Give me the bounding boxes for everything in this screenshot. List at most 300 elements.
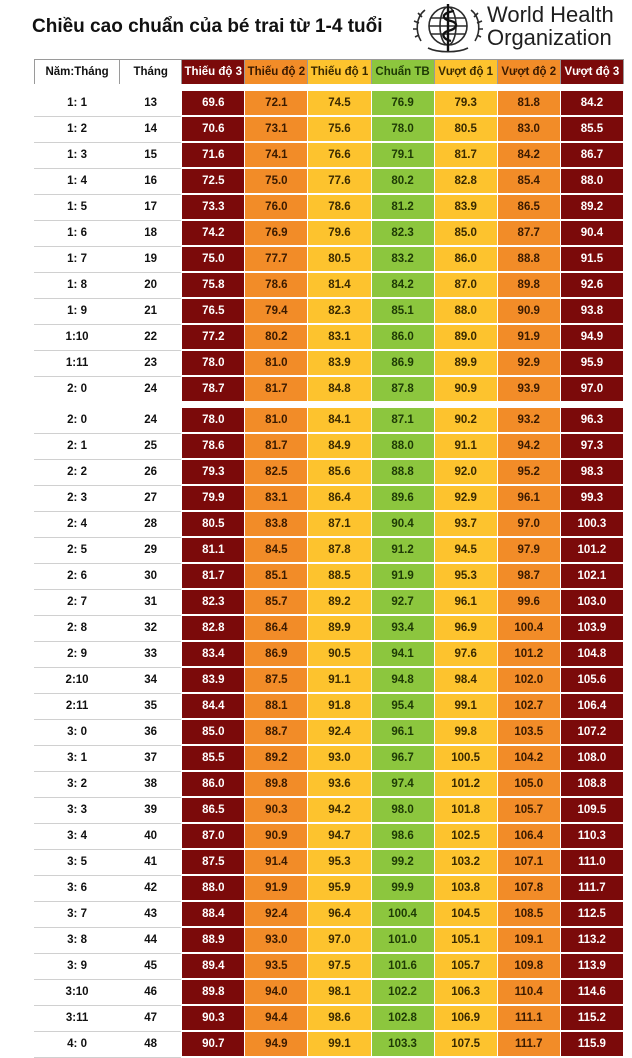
cell-excess-3: 115.9 (560, 1031, 623, 1057)
cell-standard: 83.2 (371, 246, 434, 272)
cell-standard: 89.6 (371, 485, 434, 511)
cell-deficit-1: 78.6 (308, 194, 371, 220)
cell-months: 24 (120, 405, 182, 434)
cell-deficit-3: 82.3 (182, 589, 245, 615)
cell-standard: 102.2 (371, 979, 434, 1005)
cell-standard: 101.0 (371, 927, 434, 953)
cell-excess-2: 100.4 (497, 615, 560, 641)
cell-excess-3: 110.3 (560, 823, 623, 849)
cell-deficit-3: 78.0 (182, 405, 245, 434)
cell-age: 4: 0 (35, 1031, 120, 1057)
cell-excess-1: 93.7 (434, 511, 497, 537)
cell-months: 24 (120, 376, 182, 405)
cell-deficit-3: 69.6 (182, 88, 245, 117)
cell-deficit-1: 98.6 (308, 1005, 371, 1031)
cell-standard: 79.1 (371, 142, 434, 168)
cell-age: 1: 6 (35, 220, 120, 246)
cell-deficit-3: 75.8 (182, 272, 245, 298)
cell-deficit-1: 75.6 (308, 116, 371, 142)
cell-deficit-1: 86.4 (308, 485, 371, 511)
cell-age: 2: 1 (35, 433, 120, 459)
cell-excess-2: 111.7 (497, 1031, 560, 1057)
cell-deficit-1: 91.8 (308, 693, 371, 719)
table-row (35, 272, 624, 298)
cell-deficit-3: 75.0 (182, 246, 245, 272)
cell-standard: 78.0 (371, 116, 434, 142)
cell-months: 43 (120, 901, 182, 927)
table-row (35, 641, 624, 667)
cell-deficit-1: 94.2 (308, 797, 371, 823)
cell-deficit-2: 84.5 (245, 537, 308, 563)
table-row (35, 693, 624, 719)
cell-months: 31 (120, 589, 182, 615)
cell-excess-3: 97.3 (560, 433, 623, 459)
cell-deficit-1: 79.6 (308, 220, 371, 246)
table-row (35, 116, 624, 142)
table-row (35, 350, 624, 376)
cell-age: 3: 5 (35, 849, 120, 875)
cell-deficit-2: 74.1 (245, 142, 308, 168)
cell-deficit-3: 78.6 (182, 433, 245, 459)
cell-standard: 101.6 (371, 953, 434, 979)
cell-months: 30 (120, 563, 182, 589)
cell-excess-1: 101.8 (434, 797, 497, 823)
cell-deficit-2: 73.1 (245, 116, 308, 142)
cell-deficit-2: 91.4 (245, 849, 308, 875)
cell-deficit-3: 78.7 (182, 376, 245, 405)
cell-excess-1: 106.3 (434, 979, 497, 1005)
cell-deficit-2: 79.4 (245, 298, 308, 324)
cell-deficit-2: 85.1 (245, 563, 308, 589)
cell-deficit-3: 79.3 (182, 459, 245, 485)
cell-months: 26 (120, 459, 182, 485)
cell-standard: 100.4 (371, 901, 434, 927)
table-row (35, 220, 624, 246)
cell-age: 2: 9 (35, 641, 120, 667)
table-row (35, 875, 624, 901)
cell-months: 16 (120, 168, 182, 194)
cell-deficit-1: 95.9 (308, 875, 371, 901)
cell-deficit-1: 87.1 (308, 511, 371, 537)
cell-excess-2: 87.7 (497, 220, 560, 246)
cell-excess-3: 107.2 (560, 719, 623, 745)
cell-excess-1: 99.1 (434, 693, 497, 719)
cell-months: 47 (120, 1005, 182, 1031)
cell-deficit-1: 80.5 (308, 246, 371, 272)
cell-excess-3: 90.4 (560, 220, 623, 246)
cell-age: 3: 6 (35, 875, 120, 901)
cell-standard: 99.9 (371, 875, 434, 901)
cell-excess-1: 91.1 (434, 433, 497, 459)
table-row (35, 771, 624, 797)
cell-age: 3: 3 (35, 797, 120, 823)
cell-deficit-1: 88.5 (308, 563, 371, 589)
cell-standard: 86.9 (371, 350, 434, 376)
cell-age: 2: 5 (35, 537, 120, 563)
cell-deficit-2: 81.7 (245, 376, 308, 405)
cell-deficit-1: 97.5 (308, 953, 371, 979)
cell-excess-3: 102.1 (560, 563, 623, 589)
cell-standard: 103.3 (371, 1031, 434, 1057)
cell-excess-3: 84.2 (560, 88, 623, 117)
cell-deficit-1: 84.8 (308, 376, 371, 405)
cell-months: 29 (120, 537, 182, 563)
header-deficit-1: Thiếu độ 1 (308, 60, 371, 88)
cell-excess-2: 86.5 (497, 194, 560, 220)
cell-excess-3: 106.4 (560, 693, 623, 719)
cell-age: 1:11 (35, 350, 120, 376)
cell-excess-1: 100.5 (434, 745, 497, 771)
cell-age: 1:10 (35, 324, 120, 350)
cell-excess-2: 108.5 (497, 901, 560, 927)
cell-excess-1: 92.9 (434, 485, 497, 511)
cell-deficit-2: 86.4 (245, 615, 308, 641)
cell-deficit-2: 92.4 (245, 901, 308, 927)
cell-excess-3: 105.6 (560, 667, 623, 693)
cell-age: 3: 2 (35, 771, 120, 797)
cell-standard: 85.1 (371, 298, 434, 324)
cell-excess-3: 88.0 (560, 168, 623, 194)
cell-deficit-2: 94.4 (245, 1005, 308, 1031)
cell-excess-1: 105.1 (434, 927, 497, 953)
cell-months: 40 (120, 823, 182, 849)
cell-excess-1: 107.5 (434, 1031, 497, 1057)
cell-deficit-3: 86.0 (182, 771, 245, 797)
cell-excess-2: 95.2 (497, 459, 560, 485)
cell-excess-3: 97.0 (560, 376, 623, 405)
cell-age: 1: 2 (35, 116, 120, 142)
cell-deficit-2: 76.9 (245, 220, 308, 246)
cell-deficit-1: 82.3 (308, 298, 371, 324)
cell-deficit-2: 72.1 (245, 88, 308, 117)
cell-excess-3: 98.3 (560, 459, 623, 485)
header-deficit-3: Thiếu độ 3 (182, 60, 245, 88)
cell-deficit-1: 89.2 (308, 589, 371, 615)
cell-deficit-3: 86.5 (182, 797, 245, 823)
cell-excess-3: 103.0 (560, 589, 623, 615)
cell-months: 32 (120, 615, 182, 641)
cell-deficit-3: 79.9 (182, 485, 245, 511)
cell-standard: 88.8 (371, 459, 434, 485)
cell-deficit-3: 83.9 (182, 667, 245, 693)
cell-months: 28 (120, 511, 182, 537)
cell-deficit-2: 90.9 (245, 823, 308, 849)
cell-age: 3:11 (35, 1005, 120, 1031)
cell-excess-1: 103.2 (434, 849, 497, 875)
cell-standard: 96.7 (371, 745, 434, 771)
header-excess-2: Vượt độ 2 (497, 60, 560, 88)
table-row (35, 324, 624, 350)
cell-excess-2: 96.1 (497, 485, 560, 511)
table-row (35, 667, 624, 693)
header-age: Năm:Tháng (35, 60, 120, 88)
table-row (35, 405, 624, 434)
table-row (35, 246, 624, 272)
cell-months: 37 (120, 745, 182, 771)
cell-excess-2: 102.0 (497, 667, 560, 693)
cell-excess-3: 115.2 (560, 1005, 623, 1031)
cell-standard: 102.8 (371, 1005, 434, 1031)
cell-age: 2: 0 (35, 376, 120, 405)
table-row (35, 142, 624, 168)
cell-deficit-1: 74.5 (308, 88, 371, 117)
organization-name-line1: World Health (487, 2, 614, 27)
cell-excess-1: 96.9 (434, 615, 497, 641)
cell-standard: 87.8 (371, 376, 434, 405)
cell-excess-3: 92.6 (560, 272, 623, 298)
cell-age: 2: 6 (35, 563, 120, 589)
cell-months: 42 (120, 875, 182, 901)
cell-deficit-2: 83.8 (245, 511, 308, 537)
cell-standard: 84.2 (371, 272, 434, 298)
cell-deficit-1: 84.1 (308, 405, 371, 434)
cell-deficit-2: 85.7 (245, 589, 308, 615)
cell-deficit-2: 90.3 (245, 797, 308, 823)
organization-name (487, 3, 614, 49)
cell-excess-1: 87.0 (434, 272, 497, 298)
cell-deficit-2: 94.9 (245, 1031, 308, 1057)
cell-deficit-2: 82.5 (245, 459, 308, 485)
cell-months: 34 (120, 667, 182, 693)
cell-standard: 88.0 (371, 433, 434, 459)
cell-deficit-3: 71.6 (182, 142, 245, 168)
cell-deficit-2: 81.7 (245, 433, 308, 459)
cell-excess-2: 81.8 (497, 88, 560, 117)
cell-excess-3: 103.9 (560, 615, 623, 641)
cell-excess-2: 93.9 (497, 376, 560, 405)
cell-deficit-2: 93.5 (245, 953, 308, 979)
cell-excess-2: 92.9 (497, 350, 560, 376)
cell-excess-2: 105.7 (497, 797, 560, 823)
table-row (35, 953, 624, 979)
cell-age: 3: 1 (35, 745, 120, 771)
cell-deficit-3: 80.5 (182, 511, 245, 537)
cell-deficit-2: 88.7 (245, 719, 308, 745)
table-row (35, 797, 624, 823)
cell-age: 3: 4 (35, 823, 120, 849)
cell-months: 25 (120, 433, 182, 459)
table-body (35, 88, 624, 1058)
cell-deficit-1: 92.4 (308, 719, 371, 745)
cell-excess-3: 101.2 (560, 537, 623, 563)
table-row (35, 979, 624, 1005)
cell-months: 46 (120, 979, 182, 1005)
cell-deficit-3: 90.7 (182, 1031, 245, 1057)
header-excess-3: Vượt độ 3 (560, 60, 623, 88)
cell-excess-1: 102.5 (434, 823, 497, 849)
cell-deficit-1: 85.6 (308, 459, 371, 485)
cell-standard: 93.4 (371, 615, 434, 641)
cell-deficit-2: 75.0 (245, 168, 308, 194)
cell-deficit-3: 72.5 (182, 168, 245, 194)
cell-excess-1: 92.0 (434, 459, 497, 485)
cell-excess-2: 85.4 (497, 168, 560, 194)
table-row (35, 485, 624, 511)
cell-months: 48 (120, 1031, 182, 1057)
cell-deficit-2: 83.1 (245, 485, 308, 511)
cell-excess-1: 80.5 (434, 116, 497, 142)
cell-excess-2: 91.9 (497, 324, 560, 350)
cell-excess-3: 91.5 (560, 246, 623, 272)
table-row (35, 511, 624, 537)
cell-excess-1: 98.4 (434, 667, 497, 693)
cell-excess-1: 85.0 (434, 220, 497, 246)
cell-age: 1: 4 (35, 168, 120, 194)
cell-age: 3: 8 (35, 927, 120, 953)
cell-months: 19 (120, 246, 182, 272)
cell-standard: 96.1 (371, 719, 434, 745)
cell-deficit-2: 88.1 (245, 693, 308, 719)
table-row (35, 615, 624, 641)
table-row (35, 376, 624, 405)
cell-deficit-1: 95.3 (308, 849, 371, 875)
cell-deficit-1: 83.9 (308, 350, 371, 376)
cell-standard: 98.6 (371, 823, 434, 849)
cell-deficit-1: 91.1 (308, 667, 371, 693)
table-row (35, 88, 624, 117)
cell-deficit-3: 76.5 (182, 298, 245, 324)
cell-excess-3: 100.3 (560, 511, 623, 537)
cell-months: 17 (120, 194, 182, 220)
cell-deficit-3: 89.8 (182, 979, 245, 1005)
header-standard: Chuẩn TB (371, 60, 434, 88)
cell-excess-3: 85.5 (560, 116, 623, 142)
cell-excess-1: 104.5 (434, 901, 497, 927)
cell-standard: 95.4 (371, 693, 434, 719)
cell-months: 41 (120, 849, 182, 875)
cell-months: 13 (120, 88, 182, 117)
cell-months: 15 (120, 142, 182, 168)
table-row (35, 823, 624, 849)
cell-excess-2: 105.0 (497, 771, 560, 797)
cell-deficit-2: 89.2 (245, 745, 308, 771)
cell-excess-3: 108.0 (560, 745, 623, 771)
cell-excess-3: 93.8 (560, 298, 623, 324)
cell-deficit-2: 89.8 (245, 771, 308, 797)
cell-deficit-3: 87.0 (182, 823, 245, 849)
table-row (35, 168, 624, 194)
cell-months: 35 (120, 693, 182, 719)
cell-excess-2: 94.2 (497, 433, 560, 459)
cell-excess-2: 99.6 (497, 589, 560, 615)
cell-excess-3: 113.2 (560, 927, 623, 953)
cell-excess-3: 113.9 (560, 953, 623, 979)
cell-deficit-1: 87.8 (308, 537, 371, 563)
cell-excess-2: 93.2 (497, 405, 560, 434)
cell-excess-2: 109.8 (497, 953, 560, 979)
cell-age: 1: 3 (35, 142, 120, 168)
header-deficit-2: Thiếu độ 2 (245, 60, 308, 88)
cell-deficit-1: 96.4 (308, 901, 371, 927)
cell-deficit-3: 88.9 (182, 927, 245, 953)
table-row (35, 589, 624, 615)
cell-excess-1: 89.0 (434, 324, 497, 350)
cell-age: 1: 8 (35, 272, 120, 298)
cell-deficit-1: 98.1 (308, 979, 371, 1005)
cell-months: 22 (120, 324, 182, 350)
cell-excess-1: 88.0 (434, 298, 497, 324)
cell-age: 3:10 (35, 979, 120, 1005)
cell-excess-3: 114.6 (560, 979, 623, 1005)
cell-deficit-3: 82.8 (182, 615, 245, 641)
organization-name-line2: Organization (487, 25, 612, 50)
cell-excess-3: 111.0 (560, 849, 623, 875)
table-header-row (35, 60, 624, 88)
table-row (35, 537, 624, 563)
cell-deficit-3: 85.5 (182, 745, 245, 771)
cell-age: 3: 7 (35, 901, 120, 927)
cell-months: 33 (120, 641, 182, 667)
table-row (35, 1005, 624, 1031)
cell-excess-1: 105.7 (434, 953, 497, 979)
cell-standard: 80.2 (371, 168, 434, 194)
page-title: Chiều cao chuẩn của bé trai từ 1-4 tuổi (32, 16, 383, 37)
cell-standard: 91.2 (371, 537, 434, 563)
cell-deficit-2: 76.0 (245, 194, 308, 220)
cell-excess-2: 104.2 (497, 745, 560, 771)
cell-standard: 76.9 (371, 88, 434, 117)
cell-excess-2: 97.9 (497, 537, 560, 563)
cell-standard: 90.4 (371, 511, 434, 537)
cell-deficit-3: 78.0 (182, 350, 245, 376)
cell-deficit-1: 93.6 (308, 771, 371, 797)
cell-deficit-1: 94.7 (308, 823, 371, 849)
cell-excess-1: 79.3 (434, 88, 497, 117)
cell-excess-2: 97.0 (497, 511, 560, 537)
cell-excess-2: 90.9 (497, 298, 560, 324)
cell-deficit-1: 81.4 (308, 272, 371, 298)
cell-standard: 91.9 (371, 563, 434, 589)
cell-age: 2: 0 (35, 405, 120, 434)
cell-deficit-1: 89.9 (308, 615, 371, 641)
cell-age: 1: 9 (35, 298, 120, 324)
cell-excess-1: 97.6 (434, 641, 497, 667)
cell-standard: 81.2 (371, 194, 434, 220)
page-header (0, 0, 632, 58)
cell-standard: 82.3 (371, 220, 434, 246)
cell-months: 14 (120, 116, 182, 142)
cell-excess-2: 89.8 (497, 272, 560, 298)
cell-excess-1: 83.9 (434, 194, 497, 220)
cell-months: 18 (120, 220, 182, 246)
cell-age: 3: 9 (35, 953, 120, 979)
cell-deficit-1: 84.9 (308, 433, 371, 459)
cell-deficit-2: 81.0 (245, 350, 308, 376)
cell-standard: 87.1 (371, 405, 434, 434)
cell-months: 20 (120, 272, 182, 298)
cell-deficit-3: 74.2 (182, 220, 245, 246)
cell-deficit-1: 77.6 (308, 168, 371, 194)
cell-excess-1: 89.9 (434, 350, 497, 376)
cell-standard: 92.7 (371, 589, 434, 615)
cell-excess-3: 111.7 (560, 875, 623, 901)
cell-age: 2: 2 (35, 459, 120, 485)
cell-months: 38 (120, 771, 182, 797)
cell-excess-3: 104.8 (560, 641, 623, 667)
table-row (35, 849, 624, 875)
cell-excess-1: 106.9 (434, 1005, 497, 1031)
cell-deficit-3: 85.0 (182, 719, 245, 745)
table-row (35, 745, 624, 771)
cell-age: 1: 7 (35, 246, 120, 272)
cell-months: 39 (120, 797, 182, 823)
cell-deficit-1: 99.1 (308, 1031, 371, 1057)
cell-excess-3: 108.8 (560, 771, 623, 797)
cell-excess-2: 88.8 (497, 246, 560, 272)
cell-excess-2: 103.5 (497, 719, 560, 745)
cell-deficit-1: 90.5 (308, 641, 371, 667)
cell-deficit-3: 84.4 (182, 693, 245, 719)
